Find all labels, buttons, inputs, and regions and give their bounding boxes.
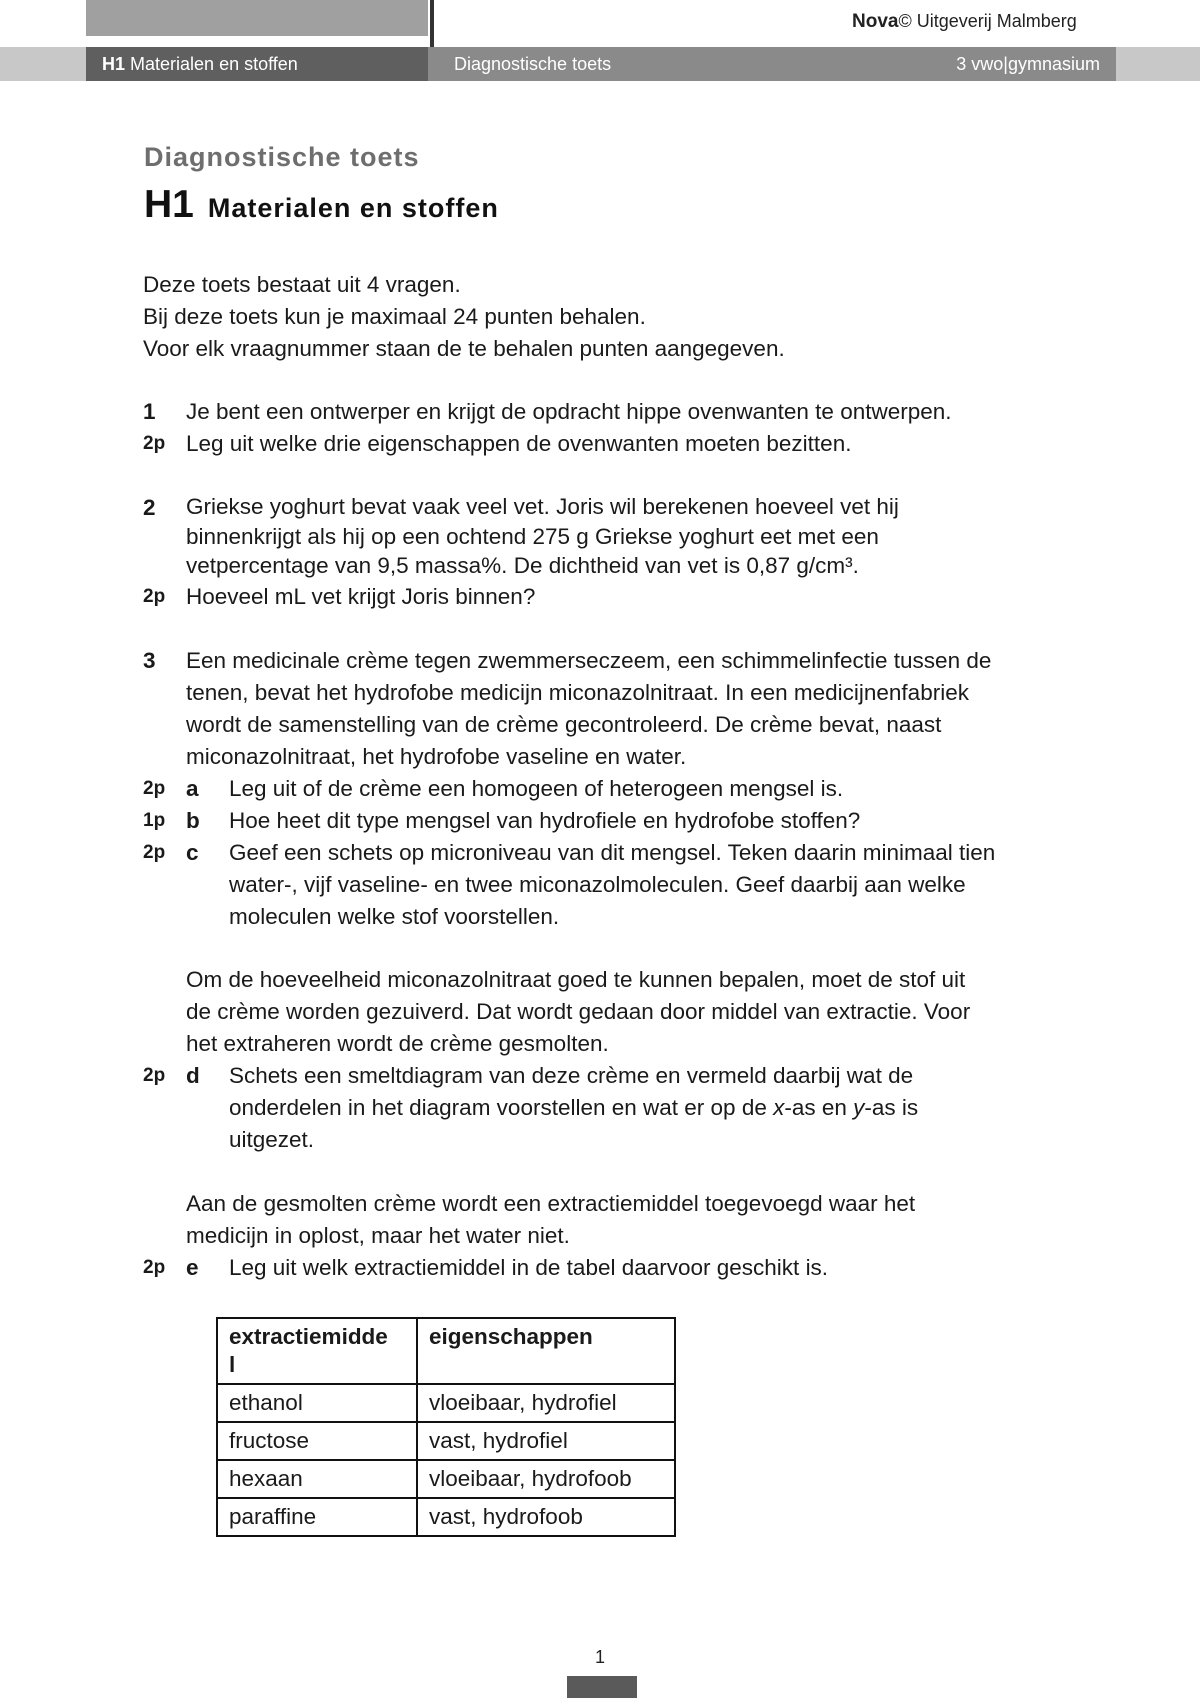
table-cell-name: fructose: [217, 1422, 417, 1460]
question-3d-line2-post: -as is: [864, 1095, 919, 1120]
table-header-line: l: [229, 1352, 236, 1377]
question-3c-letter: c: [186, 840, 199, 865]
question-2-line: vetpercentage van 9,5 massa%. De dichtheid van vet is 0,87 g/cm³.: [186, 553, 859, 578]
extraction-table: [216, 1317, 676, 1537]
question-3d-line: uitgezet.: [229, 1127, 315, 1152]
page-number: 1: [594, 1647, 605, 1667]
paragraph-line: Om de hoeveelheid miconazolnitraat goed te kunnen bepalen, moet de stof uit: [186, 967, 966, 992]
question-2-points: 2p: [143, 586, 166, 607]
question-3-paragraph-1: [186, 964, 970, 1060]
table-row: [217, 1422, 675, 1460]
question-3a-text: Leg uit of de crème een homogeen of heterogeen mengsel is.: [229, 776, 844, 801]
question-3d-line: [229, 1092, 918, 1124]
intro-line: Deze toets bestaat uit 4 vragen.: [143, 272, 461, 297]
table-cell-props: vloeibaar, hydrofiel: [417, 1384, 675, 1422]
table-row: [217, 1498, 675, 1536]
table-header-extractant: [217, 1318, 417, 1384]
publisher-line: [852, 11, 1077, 33]
header-level: 3 vwo|gymnasium: [956, 54, 1100, 74]
paragraph-line: de crème worden gezuiverd. Dat wordt gedaan door middel van extractie. Voor: [186, 999, 971, 1024]
header-chapter: [86, 47, 428, 81]
intro-line: Bij deze toets kun je maximaal 24 punten behalen.: [143, 304, 646, 329]
question-3c-line: moleculen welke stof voorstellen.: [229, 904, 560, 929]
title-chapter-name: Materialen en stoffen: [207, 193, 499, 223]
question-3-line: wordt de samenstelling van de crème gecontroleerd. De crème bevat, naast: [186, 712, 942, 737]
table-cell-name: hexaan: [217, 1460, 417, 1498]
question-2-context: [186, 492, 899, 581]
question-2-line: Griekse yoghurt bevat vaak veel vet. Joris wil berekenen hoeveel vet hij: [186, 494, 899, 519]
question-1-points: 2p: [143, 433, 166, 454]
question-3c-line: Geef een schets op microniveau van dit mengsel. Teken daarin minimaal tien: [229, 840, 996, 865]
question-3d-line2-mid: -as en: [784, 1095, 854, 1120]
title-chapter-code: H1: [144, 183, 194, 226]
question-3e-points: 2p: [143, 1257, 166, 1278]
table-cell-name: paraffine: [217, 1498, 417, 1536]
header-divider: [430, 0, 434, 48]
table-cell-name: ethanol: [217, 1384, 417, 1422]
question-3-line: tenen, bevat het hydrofobe medicijn miconazolnitraat. In een medicijnenfabriek: [186, 680, 969, 705]
page-subtitle: Diagnostische toets: [144, 142, 420, 172]
table-row: [217, 1384, 675, 1422]
question-3b-letter: b: [186, 808, 200, 833]
question-3d-line: Schets een smeltdiagram van deze crème en vermeld daarbij wat de: [229, 1063, 914, 1088]
brand-name: Nova: [852, 11, 899, 32]
question-3d-text: [229, 1060, 918, 1156]
question-3b-text: Hoe heet dit type mengsel van hydrofiele en hydrofobe stoffen?: [229, 808, 861, 833]
header-band-gap: [86, 36, 428, 47]
header-chapter-name: Materialen en stoffen: [130, 54, 298, 74]
table-cell-props: vast, hydrofoob: [417, 1498, 675, 1536]
question-1-question: Leg uit welke drie eigenschappen de ovenwanten moeten bezitten.: [186, 431, 852, 456]
intro-text: [143, 269, 785, 365]
table-header-properties: eigenschappen: [417, 1318, 675, 1384]
question-3e-text: Leg uit welk extractiemiddel in de tabel daarvoor geschikt is.: [229, 1255, 829, 1280]
question-1-context: Je bent een ontwerper en krijgt de opdracht hippe ovenwanten te ontwerpen.: [186, 399, 952, 424]
question-3-context: [186, 645, 991, 773]
question-3a-points: 2p: [143, 778, 166, 799]
x-axis-symbol: x: [773, 1095, 785, 1120]
table-cell-props: vast, hydrofiel: [417, 1422, 675, 1460]
question-3c-line: water-, vijf vaseline- en twee miconazolmoleculen. Geef daarbij aan welke: [229, 872, 966, 897]
y-axis-symbol: y: [853, 1095, 865, 1120]
question-3-line: miconazolnitraat, het hydrofobe vaseline en water.: [186, 744, 687, 769]
publisher-name: © Uitgeverij Malmberg: [898, 11, 1077, 31]
question-3-paragraph-2: [186, 1188, 915, 1252]
header-section-bar: [428, 47, 1116, 81]
question-2-line: binnenkrijgt als hij op een ochtend 275 g Griekse yoghurt eet met een: [186, 523, 879, 549]
question-3-line: Een medicinale crème tegen zwemmerseczeem, een schimmelinfectie tussen de: [186, 648, 992, 673]
intro-line: Voor elk vraagnummer staan de te behalen punten aangegeven.: [143, 336, 785, 361]
header-chapter-code: H1: [102, 54, 126, 74]
question-3b-points: 1p: [143, 810, 166, 831]
table-header-row: [217, 1318, 675, 1384]
question-3d-points: 2p: [143, 1065, 166, 1086]
paragraph-line: medicijn in oplost, maar het water niet.: [186, 1223, 570, 1248]
table-header-line: extractiemidde: [229, 1324, 388, 1349]
question-3d-line2-pre: onderdelen in het diagram voorstellen en wat er op de: [229, 1095, 774, 1120]
paragraph-line: het extraheren wordt de crème gesmolten.: [186, 1031, 609, 1056]
question-3a-letter: a: [186, 776, 199, 801]
question-2-number: 2: [143, 495, 156, 520]
question-3c-text: [229, 837, 995, 933]
page-tab: [567, 1676, 637, 1698]
page-title: [144, 183, 499, 227]
paragraph-line: Aan de gesmolten crème wordt een extractiemiddel toegevoegd waar het: [186, 1191, 916, 1216]
question-3d-letter: d: [186, 1063, 200, 1088]
question-3c-points: 2p: [143, 842, 166, 863]
header-band-top: [86, 0, 428, 36]
question-3-number: 3: [143, 648, 156, 673]
table-cell-props: vloeibaar, hydrofoob: [417, 1460, 675, 1498]
table-row: [217, 1460, 675, 1498]
question-2-question: Hoeveel mL vet krijgt Joris binnen?: [186, 584, 536, 609]
header-section: Diagnostische toets: [454, 54, 612, 74]
question-3e-letter: e: [186, 1255, 199, 1280]
question-1-number: 1: [143, 399, 156, 424]
